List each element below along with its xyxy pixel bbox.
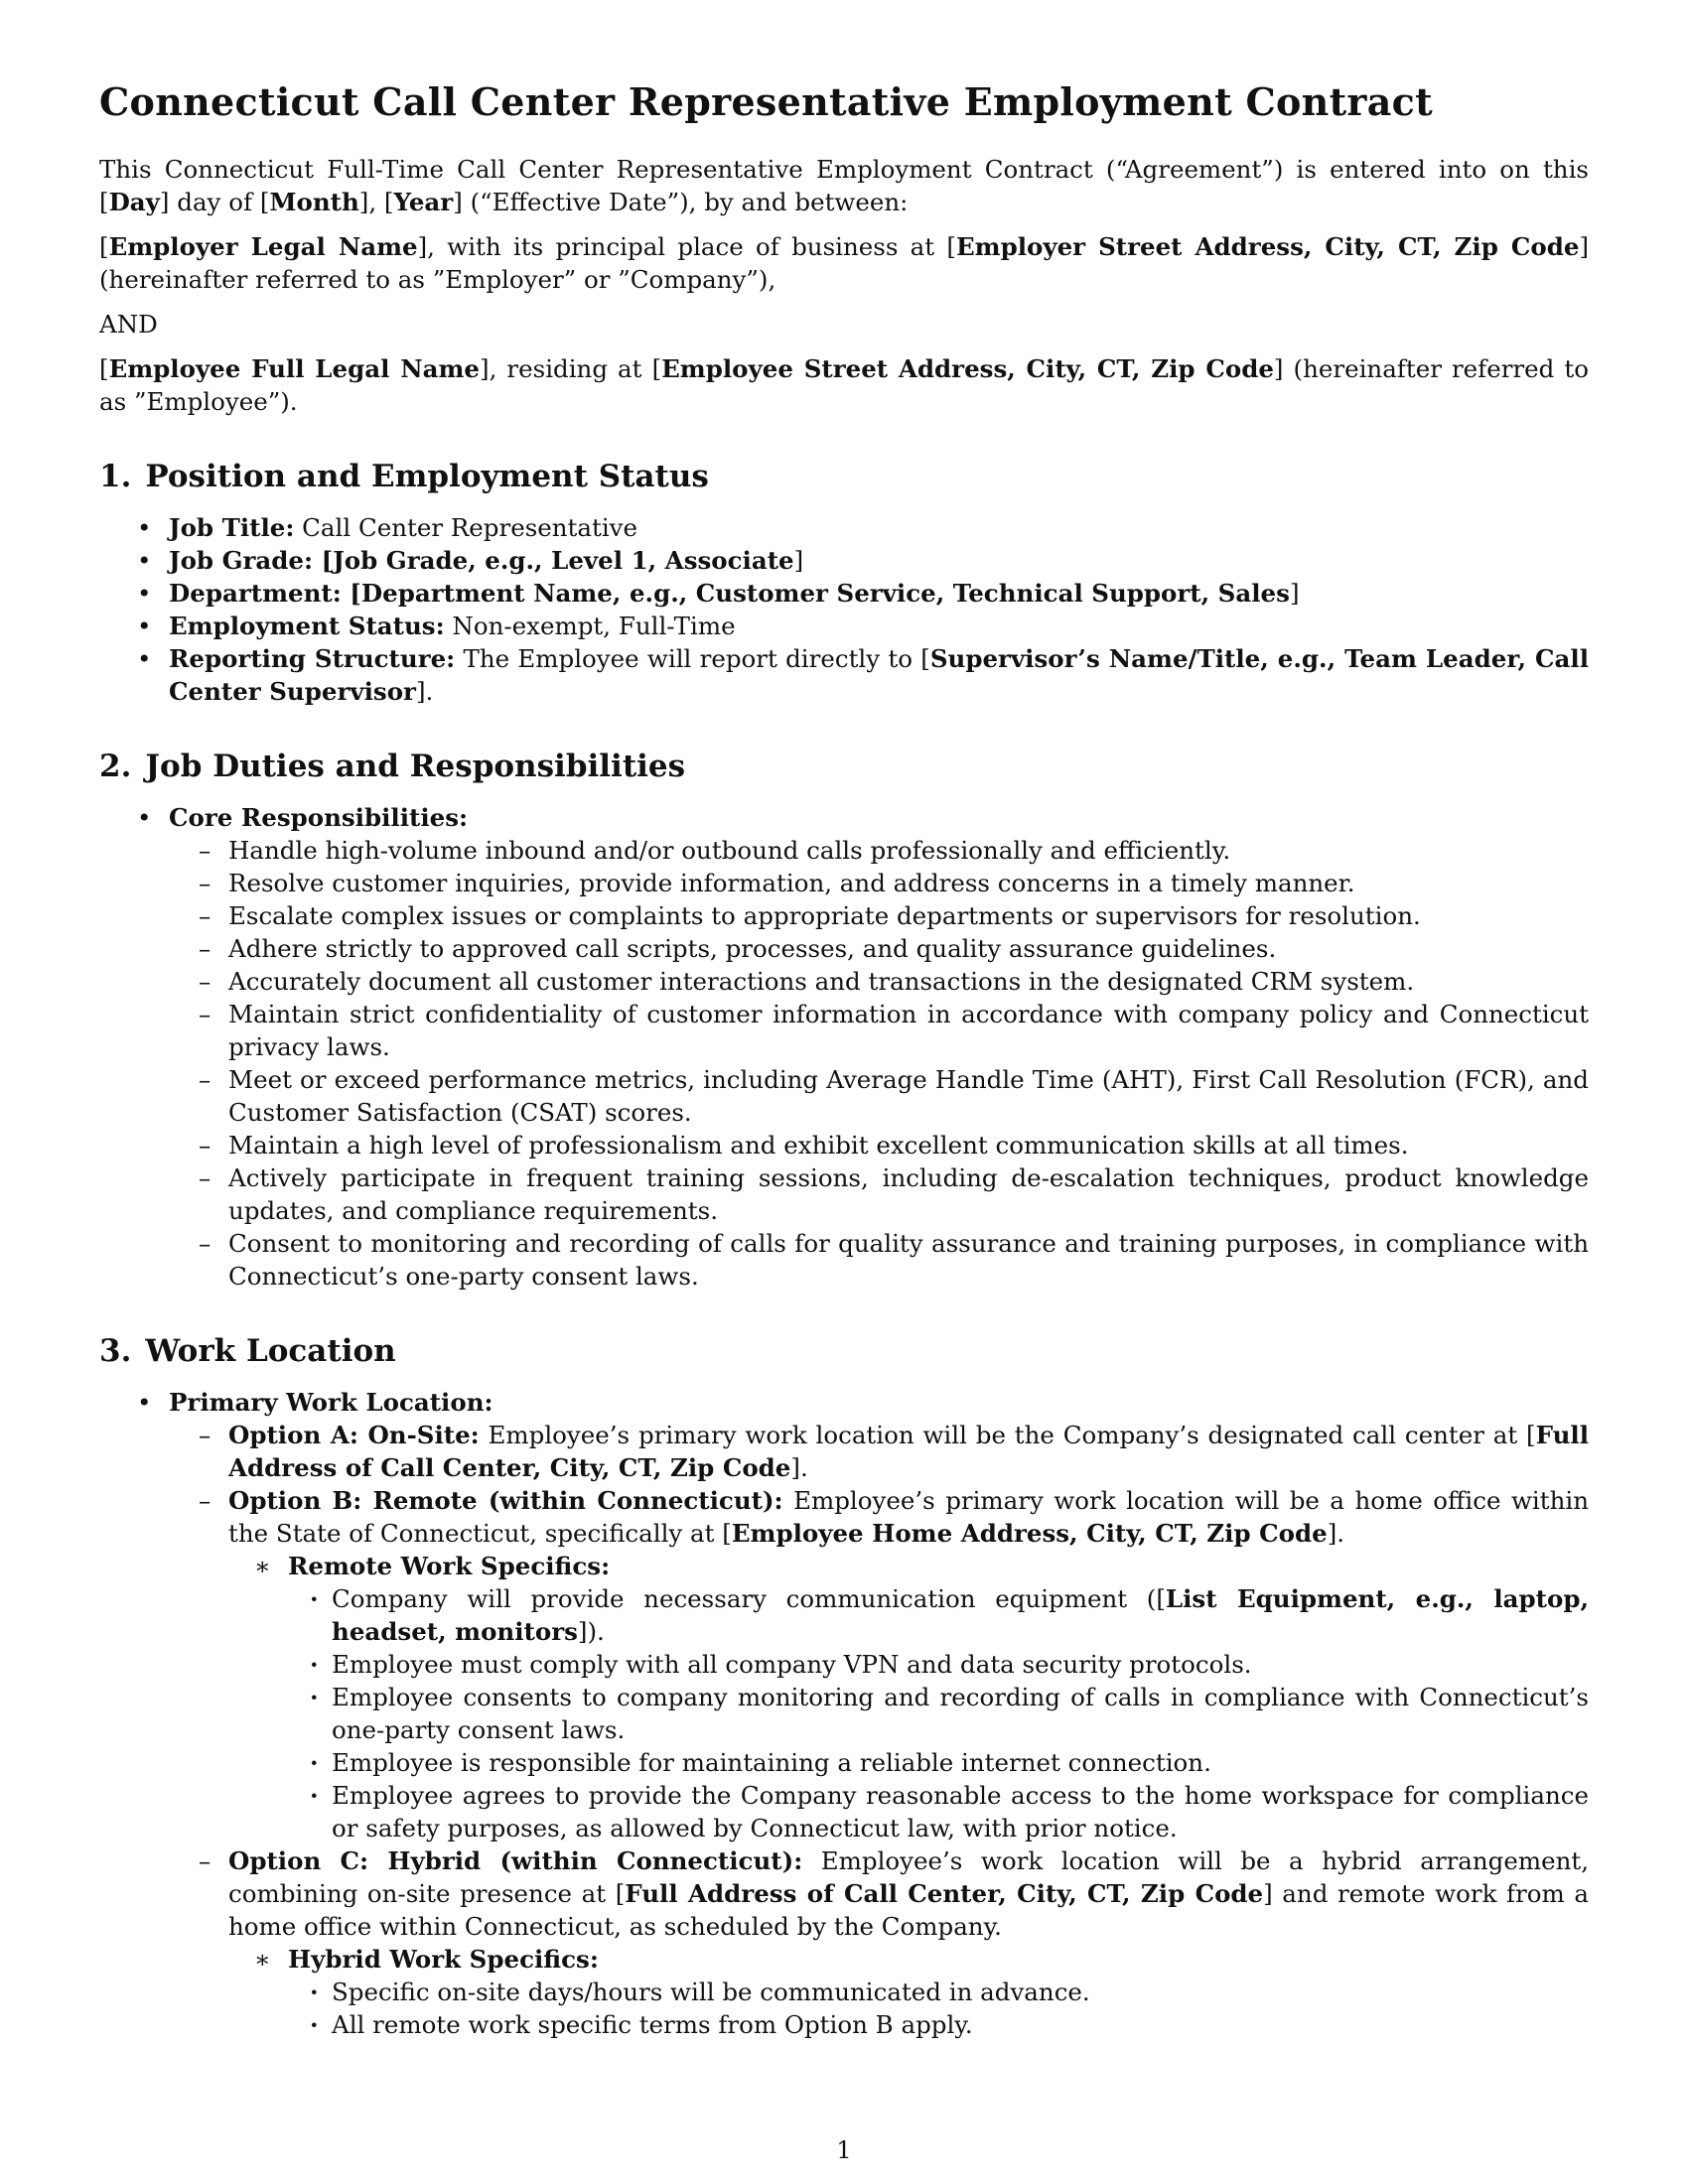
employer-text: (hereinafter referred to as ”Employer” or ”Company”),	[99, 265, 776, 294]
section-number: 1.	[99, 459, 132, 494]
primary-location-label: Primary Work Location:	[169, 1388, 493, 1417]
list-item	[228, 1550, 1589, 1844]
hybrid-specifics-list	[228, 1943, 1589, 2041]
hybrid-items-list	[288, 1976, 1589, 2041]
hybrid-item: · Specific on-site days/hours will be communicated in advance.	[288, 1976, 1589, 2008]
employment-status-label: Employment Status:	[169, 612, 445, 640]
option-a-item: – Option A: On-Site: Employee’s primary work location will be the Company’s designated call center at [Full Address of Call Center, City, CT, Zip Code].	[169, 1419, 1589, 1484]
duty-item: – Actively participate in frequent training sessions, including de-escalation techniques, product knowledge updates, and compliance requirements.	[169, 1161, 1589, 1227]
job-grade-value: Job Grade, e.g., Level 1, Associate	[333, 546, 794, 575]
section-number: 2.	[99, 749, 132, 784]
duty-item: – Adhere strictly to approved call scripts, processes, and quality assurance guidelines.	[169, 932, 1589, 965]
employee-text: , residing at	[489, 354, 652, 383]
hybrid-item: · All remote work specific terms from Option B apply.	[288, 2008, 1589, 2041]
option-c-item: – Option C: Hybrid (within Connecticut): Employee’s work location will be a hybrid arrangement, combining on-site presence at [Full Address of Call Center, City, CT, Zip Code] and remote work from a home office within Connecticut, as scheduled by the Company. ∗ Hybrid Work Specifics: · Specific on-site days/hours will be communicated in advance. · All remote work specific terms from Option B apply.	[169, 1844, 1589, 2041]
work-location-list	[99, 1386, 1589, 2041]
section-heading-position	[99, 458, 1589, 495]
placeholder-day: Day	[108, 188, 160, 216]
list-item	[99, 610, 1589, 642]
employer-text: , with its principal place of business at	[427, 232, 947, 261]
duty-item: – Maintain a high level of professionalism and exhibit excellent communication skills at all times.	[169, 1129, 1589, 1161]
option-c-text: and remote work from a home office within Connecticut, as scheduled by the Company.	[228, 1879, 1589, 1941]
section-title: Work Location	[145, 1333, 396, 1369]
placeholder-employee-name: Employee Full Legal Name	[108, 354, 481, 383]
intro-paragraph: This Connecticut Full-Time Call Center Representative Employment Contract (“Agreement”) is entered into on this [Day] day of [Month], [Year] (“Effective Date”), by and between:	[99, 155, 1589, 216]
placeholder-employer-name: Employer Legal Name	[108, 232, 418, 261]
remote-items-list	[288, 1582, 1589, 1844]
list-item: • Job Grade: [Job Grade, e.g., Level 1, Associate]	[99, 544, 1589, 577]
placeholder-employer-address: Employer Street Address, City, CT, Zip Code	[955, 232, 1580, 261]
duty-item: – Meet or exceed performance metrics, including Average Handle Time (AHT), First Call Resolution (FCR), and Customer Satisfaction (CSAT) scores.	[169, 1063, 1589, 1129]
option-b-text: Employee’s primary work location will be a home office within the State of Connecticut, specifically at	[228, 1486, 1589, 1548]
document-page	[99, 79, 1589, 2041]
option-b-label: Option B: Remote (within Connecticut):	[228, 1486, 783, 1515]
duty-item: – Handle high-volume inbound and/or outbound calls professionally and efficiently.	[169, 834, 1589, 867]
core-responsibilities-label: Core Responsibilities:	[169, 803, 469, 832]
list-item	[99, 511, 1589, 544]
reporting-text: The Employee will report directly to	[455, 644, 921, 673]
remote-item: · Employee agrees to provide the Company reasonable access to the home workspace for compliance or safety purposes, as allowed by Connecticut law, with prior notice.	[288, 1779, 1589, 1844]
remote-item: · Employee consents to company monitoring and recording of calls in compliance with Connecticut’s one-party consent laws.	[288, 1681, 1589, 1746]
job-title-value: Call Center Representative	[294, 513, 638, 542]
duties-list	[99, 801, 1589, 1293]
duty-item: – Accurately document all customer interactions and transactions in the designated CRM system.	[169, 965, 1589, 998]
section-title: Position and Employment Status	[145, 459, 709, 494]
employment-status-value: Non-exempt, Full-Time	[444, 612, 736, 640]
option-c-text: Employee’s work location will be a hybrid arrangement, combining on-site presence at	[228, 1846, 1589, 1908]
section-heading-duties	[99, 748, 1589, 785]
placeholder-month: Month	[269, 188, 359, 216]
remote-item: · Employee must comply with all company VPN and data security protocols.	[288, 1648, 1589, 1681]
option-c-label: Option C: Hybrid (within Connecticut):	[228, 1846, 803, 1875]
department-label: Department:	[169, 579, 342, 608]
department-value: Department Name, e.g., Customer Service, Technical Support, Sales	[360, 579, 1290, 608]
placeholder-employee-address: Employee Street Address, City, CT, Zip Code	[661, 354, 1274, 383]
remote-specifics-list	[228, 1550, 1589, 1844]
employee-paragraph: [Employee Full Legal Name], residing at [Employee Street Address, City, CT, Zip Code] (hereinafter referred to as ”Employee”).	[99, 354, 1589, 416]
list-item: • Reporting Structure: The Employee will report directly to [Supervisor’s Name/Title, e.g., Team Leader, Call Center Supervisor].	[99, 642, 1589, 708]
placeholder-call-center-address: Full Address of Call Center, City, CT, Zip Code	[228, 1421, 1589, 1482]
duty-item: – Consent to monitoring and recording of calls for quality assurance and training purposes, in compliance with Connecticut’s one-party consent laws.	[169, 1227, 1589, 1293]
list-item	[228, 1943, 1589, 2041]
location-options-list	[169, 1419, 1589, 2041]
list-item	[99, 1386, 1589, 2041]
section-heading-work-location	[99, 1332, 1589, 1370]
intro-text: day of	[169, 188, 260, 216]
list-item	[99, 801, 1589, 1293]
section-number: 3.	[99, 1333, 132, 1369]
hybrid-specifics-label: Hybrid Work Specifics:	[288, 1945, 599, 1974]
position-list	[99, 511, 1589, 708]
option-a-label: Option A: On-Site:	[228, 1421, 480, 1449]
intro-text: (“Effective Date”), by and between:	[462, 188, 909, 216]
intro-text: This Connecticut Full-Time Call Center Representative Employment Contract (“Agreement”) is entered into on this	[99, 155, 1589, 184]
duty-item: – Escalate complex issues or complaints to appropriate departments or supervisors for resolution.	[169, 899, 1589, 932]
list-item: • Department: [Department Name, e.g., Customer Service, Technical Support, Sales]	[99, 577, 1589, 610]
reporting-label: Reporting Structure:	[169, 644, 456, 673]
duty-item: – Maintain strict confidentiality of customer information in accordance with company policy and Connecticut privacy laws.	[169, 998, 1589, 1063]
placeholder-call-center-address: Full Address of Call Center, City, CT, Zip Code	[625, 1879, 1264, 1908]
and-separator: AND	[99, 310, 158, 339]
job-grade-label: Job Grade:	[169, 546, 314, 575]
remote-item: · Company will provide necessary communication equipment ([List Equipment, e.g., laptop, headset, monitors]).	[288, 1582, 1589, 1648]
employee-text: (hereinafter referred to as ”Employee”).	[99, 354, 1589, 416]
intro-text: ,	[368, 188, 384, 216]
placeholder-home-address: Employee Home Address, City, CT, Zip Code	[731, 1519, 1328, 1548]
remote-specifics-label: Remote Work Specifics:	[288, 1552, 611, 1580]
placeholder-equipment: List Equipment, e.g., laptop, headset, monitors	[332, 1584, 1589, 1646]
page-number: 1	[836, 2136, 852, 2164]
section-title: Job Duties and Responsibilities	[145, 749, 686, 784]
job-title-label: Job Title:	[169, 513, 295, 542]
remote-equipment-text: Company will provide necessary communication equipment (	[332, 1584, 1157, 1613]
remote-equipment-text: ).	[587, 1617, 605, 1646]
placeholder-supervisor: Supervisor’s Name/Title, e.g., Team Leader, Call Center Supervisor	[169, 644, 1589, 706]
option-a-text: Employee’s primary work location will be the Company’s designated call center at	[479, 1421, 1527, 1449]
remote-item: · Employee is responsible for maintaining a reliable internet connection.	[288, 1746, 1589, 1779]
duty-item: – Resolve customer inquiries, provide information, and address concerns in a timely manner.	[169, 867, 1589, 899]
placeholder-year: Year	[393, 188, 454, 216]
option-b-item: – Option B: Remote (within Connecticut): Employee’s primary work location will be a home office within the State of Connecticut, specifically at [Employee Home Address, City, CT, Zip Code]. ∗ Remote Work Specifics: · Company will provide necessary communication equipment ([List Equipment, e.g., laptop, headset, monitors]). · Employee must comply with all company VPN and data security protocols. · Employee consents to company monitoring and recording of calls in compliance with Connecticut’s one-party consent laws. · Employee is responsible for maintaining a reliable internet connection. · Employee agrees to provide the Company reasonable access to the home workspace for compliance or safety purposes, as allowed by Connecticut law, with prior notice.	[169, 1484, 1589, 1844]
core-duties-list	[169, 834, 1589, 1293]
document-title: Connecticut Call Center Representative Employment Contract	[99, 79, 1433, 124]
employer-paragraph: [Employer Legal Name], with its principal place of business at [Employer Street Address, City, CT, Zip Code] (hereinafter referred to as ”Employer” or ”Company”),	[99, 232, 1589, 294]
